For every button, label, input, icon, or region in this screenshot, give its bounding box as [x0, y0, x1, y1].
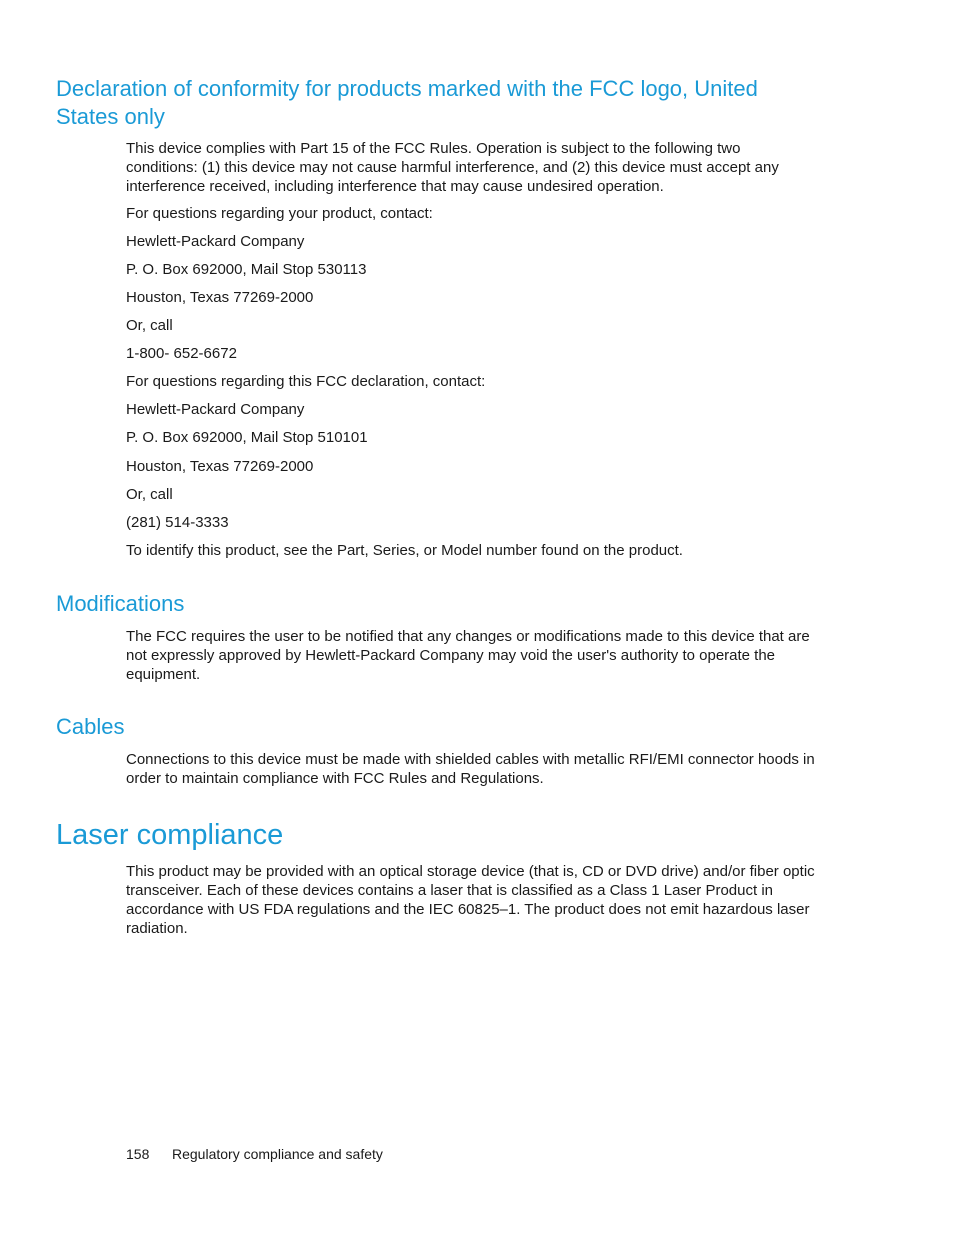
fcc-contact-or-call: Or, call [126, 486, 173, 503]
cables-heading: Cables [56, 714, 125, 739]
chapter-title: Regulatory compliance and safety [172, 1146, 383, 1162]
laser-compliance-paragraph: This product may be provided with an optical storage device (that is, CD or DVD drive) and/or fiber optic transceiver. Each of these devices contains a laser that is classified as a Class 1 Laser Product in accordance with US FDA regulations and the IEC 60825–1. The product does not emit hazardous laser radiation. [126, 863, 815, 937]
product-contact-city: Houston, Texas 77269-2000 [126, 289, 314, 306]
modifications-paragraph: The FCC requires the user to be notified that any changes or modifications made to this device that are not expressly approved by Hewlett-Packard Company may void the user's authority to operate the equipment. [126, 628, 810, 683]
product-contact-pobox: P. O. Box 692000, Mail Stop 530113 [126, 261, 367, 278]
page-number: 158 [126, 1146, 150, 1162]
fcc-contact-company: Hewlett-Packard Company [126, 401, 305, 418]
fcc-declaration-heading: Declaration of conformity for products marked with the FCC logo, United States only [56, 76, 758, 129]
product-contact-company: Hewlett-Packard Company [126, 233, 305, 250]
product-identify-paragraph: To identify this product, see the Part, Series, or Model number found on the product. [126, 542, 683, 559]
product-contact-or-call: Or, call [126, 317, 173, 334]
page-footer [126, 1145, 383, 1163]
fcc-contact-pobox: P. O. Box 692000, Mail Stop 510101 [126, 429, 368, 446]
fcc-contact-intro: For questions regarding this FCC declaration, contact: [126, 373, 486, 390]
fcc-compliance-paragraph: This device complies with Part 15 of the FCC Rules. Operation is subject to the following two conditions: (1) this device may not cause harmful interference, and (2) this device must accept any interference received, including interference that may cause undesired operation. [126, 140, 779, 195]
laser-compliance-heading: Laser compliance [56, 819, 284, 851]
fcc-contact-phone: (281) 514-3333 [126, 514, 229, 531]
fcc-contact-city: Houston, Texas 77269-2000 [126, 458, 314, 475]
product-contact-intro: For questions regarding your product, contact: [126, 205, 433, 222]
product-contact-phone: 1-800- 652-6672 [126, 345, 237, 362]
cables-paragraph: Connections to this device must be made with shielded cables with metallic RFI/EMI connector hoods in order to maintain compliance with FCC Rules and Regulations. [126, 751, 815, 787]
modifications-heading: Modifications [56, 591, 185, 616]
